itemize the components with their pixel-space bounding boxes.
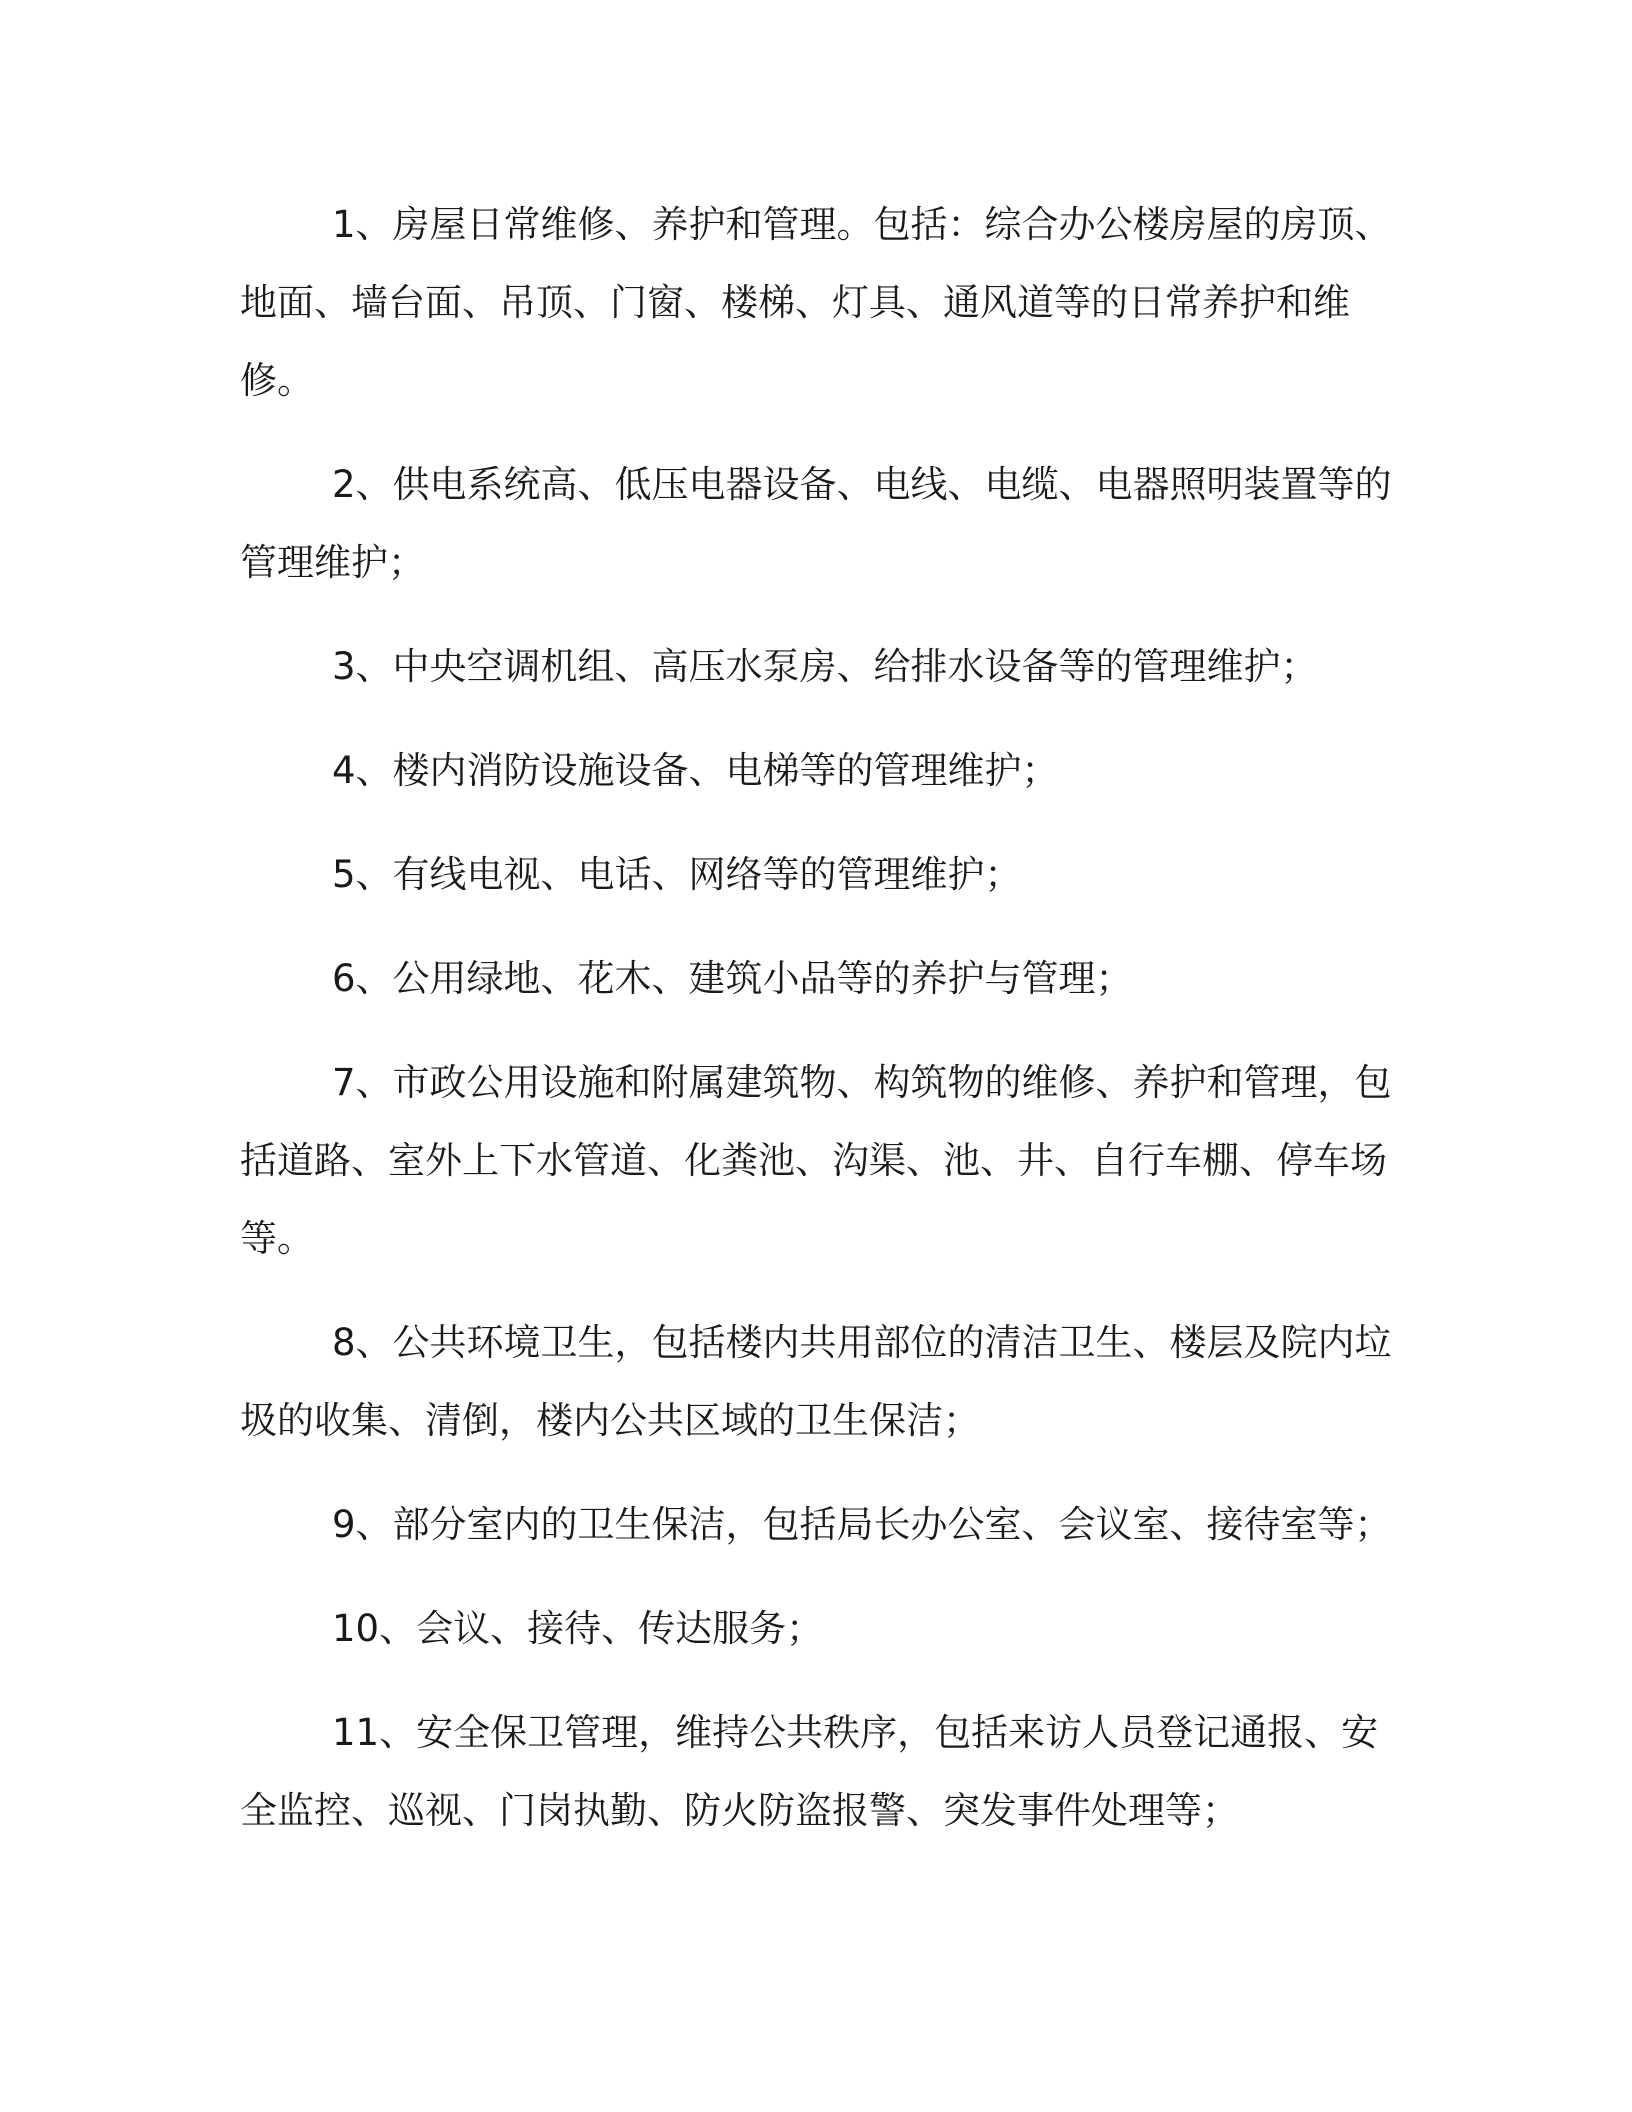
paragraph-9: 9、部分室内的卫生保洁，包括局长办公室、会议室、接待室等； (332, 1503, 1392, 1546)
document-body (240, 186, 1400, 1850)
paragraph-10: 10、会议、接待、传达服务； (332, 1607, 824, 1650)
paragraph-6: 6、公用绿地、花木、建筑小品等的养护与管理； (332, 957, 1133, 1000)
paragraph-3: 3、中央空调机组、高压水泵房、给排水设备等的管理维护； (332, 645, 1318, 688)
paragraph-7: 7、市政公用设施和附属建筑物、构筑物的维修、养护和管理，包括道路、室外上下水管道、化粪池、沟渠、池、井、自行车棚、停车场等。 (240, 1061, 1392, 1260)
paragraph-2: 2、供电系统高、低压电器设备、电线、电缆、电器照明装置等的管理维护； (240, 463, 1392, 584)
paragraph-11: 11、安全保卫管理，维持公共秩序，包括来访人员登记通报、安全监控、巡视、门岗执勤、防火防盗报警、突发事件处理等； (240, 1711, 1379, 1832)
paragraph-1: 1、房屋日常维修、养护和管理。包括：综合办公楼房屋的房顶、地面、墙台面、吊顶、门窗、楼梯、灯具、通风道等的日常养护和维修。 (240, 203, 1392, 402)
paragraph-4: 4、楼内消防设施设备、电梯等的管理维护； (332, 749, 1059, 792)
paragraph-8: 8、公共环境卫生，包括楼内共用部位的清洁卫生、楼层及院内垃圾的收集、清倒，楼内公共区域的卫生保洁； (240, 1321, 1392, 1442)
paragraph-5: 5、有线电视、电话、网络等的管理维护； (332, 853, 1022, 896)
